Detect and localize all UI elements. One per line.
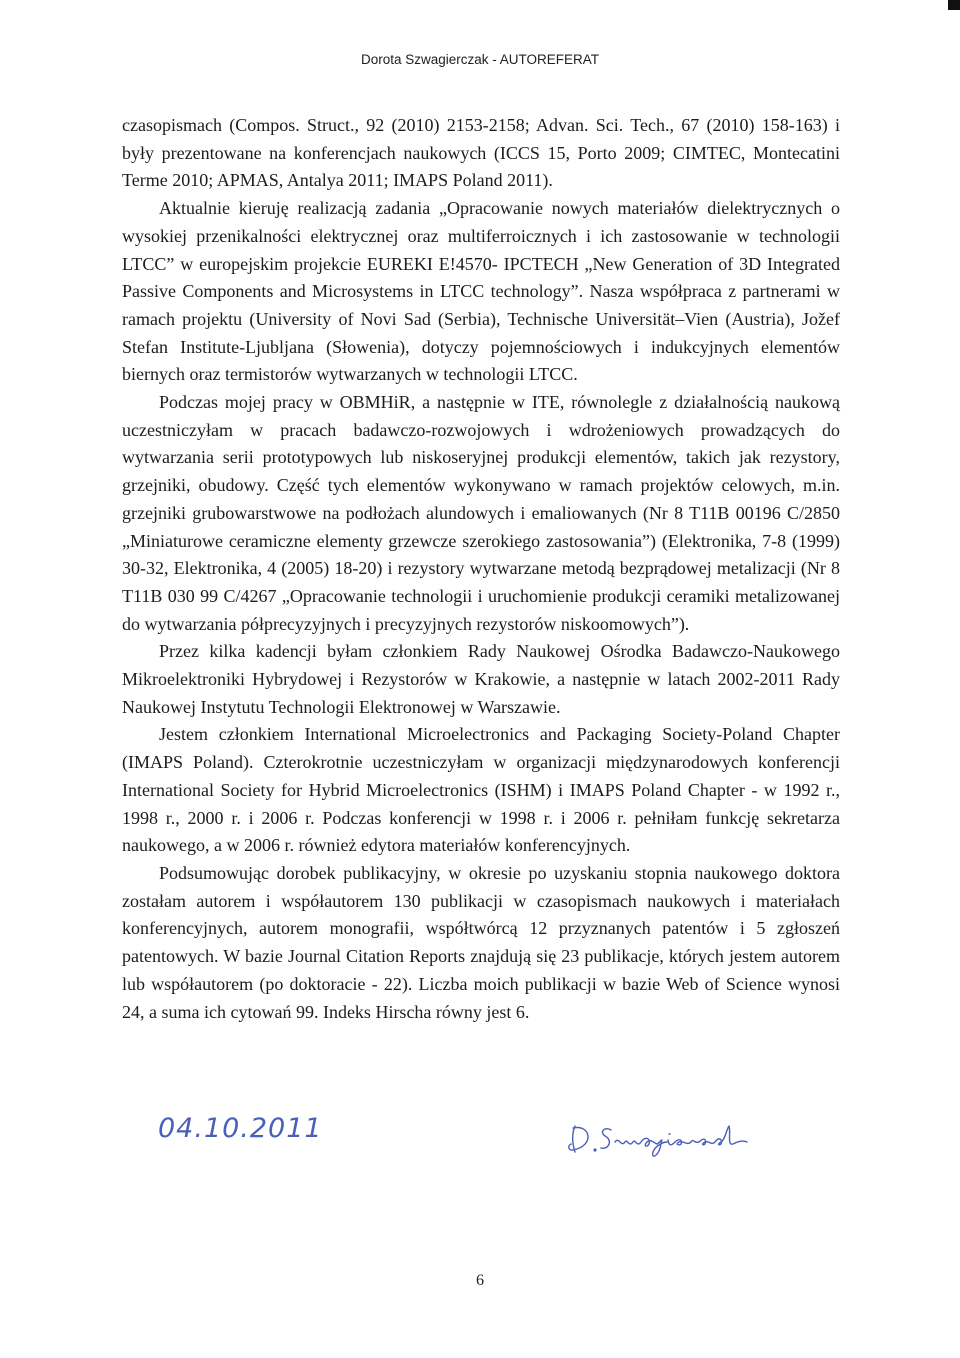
paragraph-4: Przez kilka kadencji byłam członkiem Rady Naukowej Ośrodka Badawczo-Naukowego Mikroelektroniki Hybrydowej i Rezystorów w Krakowie, a następnie w latach 2002-2011 Rady Naukowej Instytutu Technologii Elektronowej w Warszawie. <box>122 641 840 717</box>
paragraph-3: Podczas mojej pracy w OBMHiR, a następnie w ITE, równolegle z działalnością naukową uczestniczyłam w pracach badawczo-rozwojowych i wdrożeniowych prowadzących do wytwarzania serii prototypowych lub niskoseryjnej produkcji elementów, takich jak rezystory, grzejniki, obudowy. Część tych elementów wykonywano w ramach projektów celowych, m.in. grzejniki grubowarstwowe na podłożach alundowych i emaliowanych (Nr 8 T11B 00196 C/2850 „Miniaturowe ceramiczne elementy grzewcze szerokiego zastosowania”) (Elektronika, 7-8 (1999) 30-32, Elektronika, 4 (2005) 18-20) i rezystory wytwarzane metodą bezprądowej metalizacji (Nr 8 T11B 030 99 C/4267 „Opracowanie technologii i uruchomienie produkcji ceramiki metalizowanej do wytwarzania półprecyzyjnych i precyzyjnych rezystorów niskoomowych”). <box>122 392 840 634</box>
paragraph-5: Jestem członkiem International Microelectronics and Packaging Society-Poland Chapter (IMAPS Poland). Czterokrotnie uczestniczyłam w organizacji międzynarodowych konferencji International Society for Hybrid Microelectronics (ISHM) i IMAPS Poland Chapter - w 1992 r., 1998 r., 2000 r. i 2006 r. Podczas konferencji w 1998 r. i 2006 r. pełniłam funkcję sekretarza naukowego, a w 2006 r. również edytora materiałów konferencyjnych. <box>122 724 840 856</box>
handwritten-signature <box>565 1116 785 1160</box>
handwritten-date: 04.10.2011 <box>158 1113 323 1144</box>
paragraph-6: Podsumowując dorobek publikacyjny, w okresie po uzyskaniu stopnia naukowego doktora zostałam autorem i współautorem 130 publikacji w czasopismach naukowych i materiałach konferencyjnych, autorem monografii, współtwórcą 12 przyznanych patentów i 5 zgłoszeń patentowych. W bazie Journal Citation Reports znajdują się 23 publikacje, których jestem autorem lub współautorem (po doktoracie - 22). Liczba moich publikacji w bazie Web of Science wynosi 24, a suma ich cytowań 99. Indeks Hirscha równy jest 6. <box>122 862 840 1022</box>
page-header: Dorota Szwagierczak - AUTOREFERAT <box>360 52 600 67</box>
paragraph-2: Aktualnie kieruję realizacją zadania „Opracowanie nowych materiałów dielektrycznych o wysokiej przenikalności elektrycznej oraz multiferroicznych i ich zastosowanie w technologii LTCC” w europejskim projekcie EUREKI E!4570- IPCTECH „New Generation of 3D Integrated Passive Components and Microsystems in LTCC technology”. Nasza współpraca z partnerami w ramach projektu (University of Novi Sad (Serbia), Technische Universität–Vien (Austria), Jožef Stefan Institute-Ljubljana (Słowenia), dotyczy pojemnościowych i indukcyjnych elementów biernych oraz termistorów wytwarzanych w technologii LTCC. <box>122 198 840 385</box>
page-number: 6 <box>476 1272 484 1289</box>
body-text <box>122 112 840 1026</box>
scan-corner-mark <box>948 0 960 10</box>
paragraph-1: czasopismach (Compos. Struct., 92 (2010) 2153-2158; Advan. Sci. Tech., 67 (2010) 158-163) i były prezentowane na konferencjach naukowych (ICCS 15, Porto 2009; CIMTEC, Montecatini Terme 2010; APMAS, Antalya 2011; IMAPS Poland 2011). <box>122 115 840 191</box>
